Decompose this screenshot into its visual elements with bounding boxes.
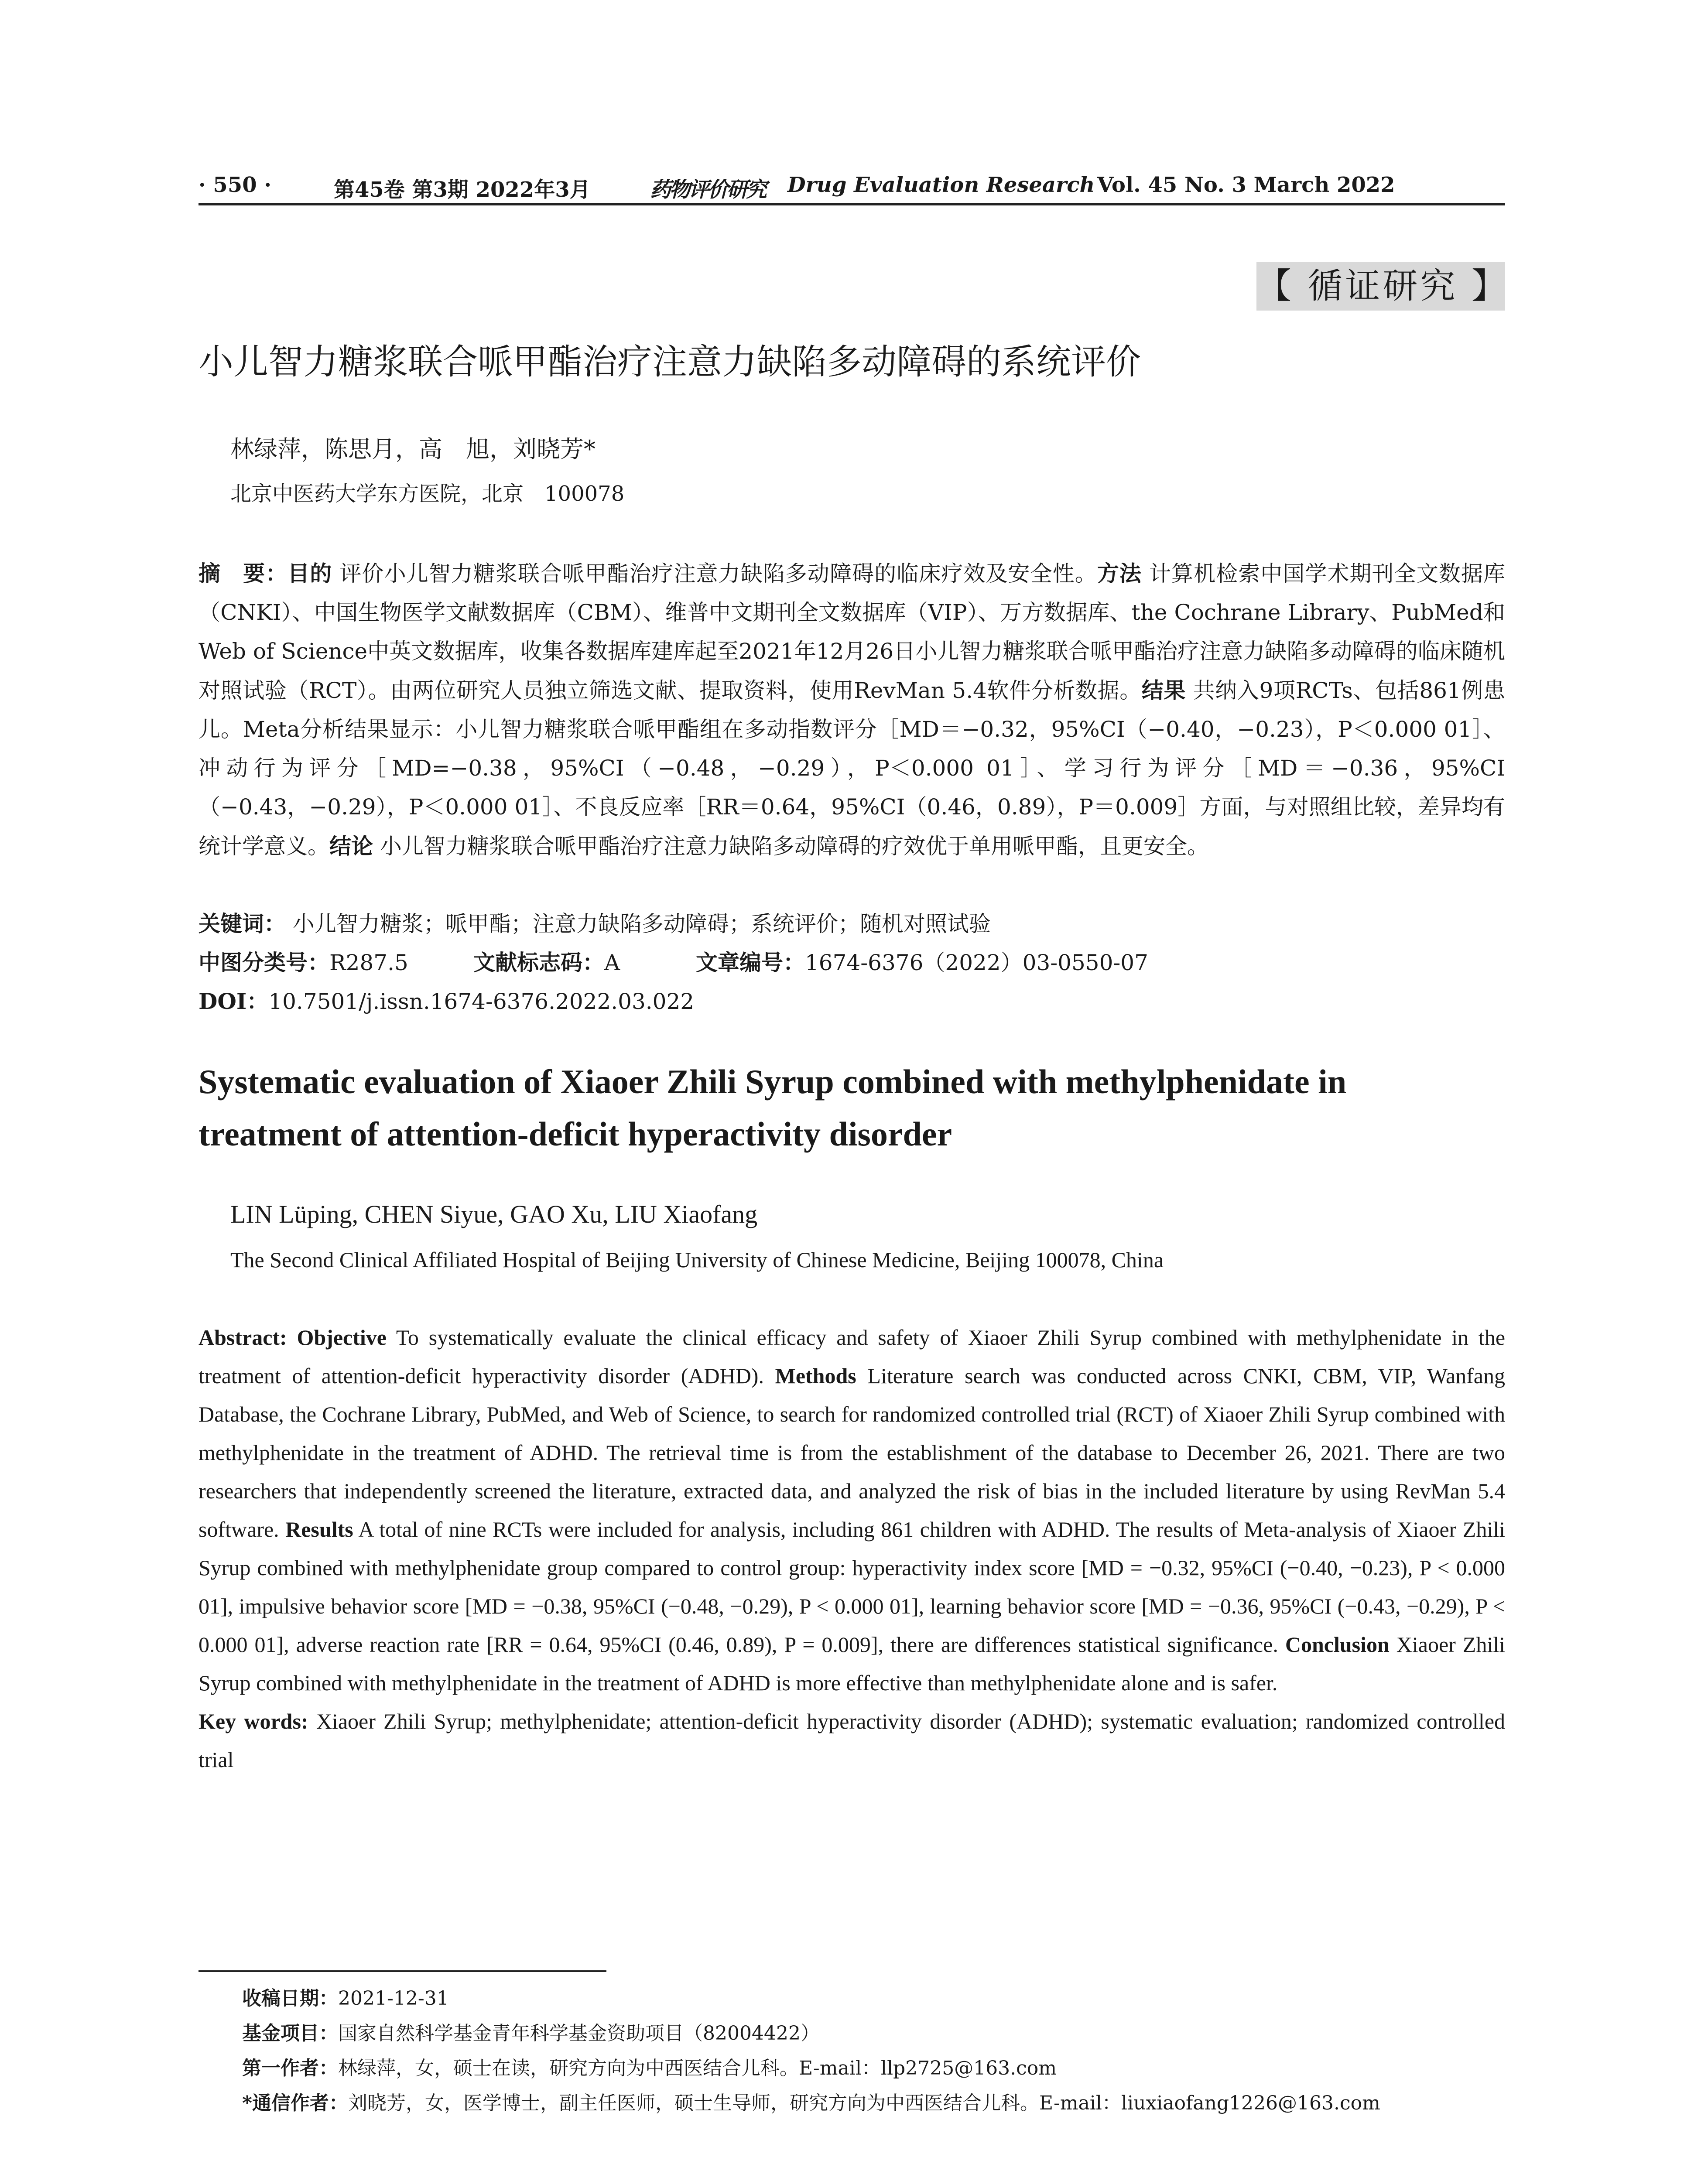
fund-value: 国家自然科学基金青年科学基金资助项目（82004422） <box>338 2022 820 2044</box>
footnote-corresponding <box>242 2086 1505 2121</box>
conclusion-text-en: Xiaoer Zhili Syrup combined with methylphenidate in the treatment of ADHD is more effective than methylphenidate alone and is safer. <box>199 1632 1505 1695</box>
running-header <box>199 167 1505 202</box>
clc-value: R287.5 <box>329 950 408 975</box>
results-text-en: A total of nine RCTs were included for analysis, including 861 children with ADHD. The results of Meta-analysis of Xiaoer Zhili Syrup combined with methylphenidate group compared to control group: hyperactivity index score [MD = −0.32, 95%CI (−0.40, −0.23), P < 0.000 01], impulsive behavior score [MD = −0.38, 95%CI (−0.48, −0.29), P < 0.000 01], learning behavior score [MD = −0.36, 95%CI (−0.43, −0.29), P < 0.000 01], adverse reaction rate [RR = 0.64, 95%CI (0.46, 0.89), P = 0.009], there are differences statistical significance. <box>199 1517 1505 1657</box>
abstract-en <box>199 1318 1505 1779</box>
doc-code-value: A <box>604 950 620 975</box>
results-label-cn: 结果 <box>1141 677 1186 703</box>
article-no-value: 1674-6376（2022）03-0550-07 <box>805 950 1148 975</box>
methods-label-cn: 方法 <box>1097 561 1142 586</box>
title-en-line1: Systematic evaluation of Xiaoer Zhili Syrup combined with methylphenidate in <box>199 1063 1347 1101</box>
affiliation-en: The Second Clinical Affiliated Hospital of Beijing University of Chinese Medicine, Beijing 100078, China <box>230 1248 1164 1272</box>
doi-row <box>199 982 1505 1021</box>
objective-text-en: To systematically evaluate the clinical efficacy and safety of Xiaoer Zhili Syrup combined with methylphenidate in the treatment of attention-deficit hyperactivity disorder (ADHD). <box>199 1325 1506 1388</box>
corresponding-label: *通信作者： <box>242 2092 349 2114</box>
objective-label-cn: 目的 <box>288 561 332 586</box>
methods-text-en: Literature search was conducted across CNKI, CBM, VIP, Wanfang Database, the Cochrane Library, PubMed, and Web of Science, to search for randomized controlled trial (RCT) of Xiaoer Zhili Syrup combined with methylphenidate in the treatment of ADHD. The retrieval time is from the establishment of the database to December 26, 2021. There are two researchers that independently screened the literature, extracted data, and analyzed the risk of bias in the included literature by using RevMan 5.4 software. <box>199 1364 1505 1542</box>
footnote-rule <box>199 1970 606 1972</box>
footnote-received <box>242 1981 1505 2016</box>
header-rule <box>199 203 1505 205</box>
doc-code-label: 文献标志码： <box>473 950 604 975</box>
section-tag: 【 循证研究 】 <box>1256 262 1505 311</box>
abstract-label-cn: 摘 要： <box>199 561 288 586</box>
article-no-label: 文章编号： <box>696 950 805 975</box>
keywords-cn <box>199 904 1505 944</box>
footnotes <box>242 1981 1505 2121</box>
footnote-first-author <box>242 2051 1505 2086</box>
page-number: · 550 · <box>199 173 272 197</box>
received-label: 收稿日期： <box>242 1987 338 2010</box>
corresponding-value: 刘晓芳，女，医学博士，副主任医师，硕士生导师，研究方向为中西医结合儿科。E-mail：liuxiaofang1226@163.com <box>348 2092 1380 2114</box>
conclusion-text-cn: 小儿智力糖浆联合哌甲酯治疗注意力缺陷多动障碍的疗效优于单用哌甲酯，且更安全。 <box>380 834 1209 859</box>
issue-en: Vol. 45 No. 3 March 2022 <box>1097 173 1395 197</box>
keywords-label-cn: 关键词： <box>199 911 286 937</box>
doi-label: DOI： <box>199 988 269 1014</box>
keywords-text-en: Xiaoer Zhili Syrup; methylphenidate; attention-deficit hyperactivity disorder (ADHD); systematic evaluation; randomized controlled trial <box>199 1709 1506 1772</box>
first-author-label: 第一作者： <box>242 2057 338 2079</box>
authors-cn: 林绿萍，陈思月，高 旭，刘晓芳* <box>230 435 596 463</box>
received-value: 2021-12-31 <box>338 1987 449 2010</box>
objective-label-en: Objective <box>297 1325 387 1350</box>
page-title-en <box>199 1056 1505 1160</box>
abstract-cn <box>199 554 1505 866</box>
results-text-cn: 共纳入9项RCTs、包括861例患儿。Meta分析结果显示：小儿智力糖浆联合哌甲酯组在多动指数评分［MD＝−0.32，95%CI（−0.40，−0.23），P＜0.000 01］、冲动行为评分［MD=−0.38，95%CI（−0.48，−0.29），P＜0.000 01］、学习行为评分［MD＝−0.36，95%CI（−0.43，−0.29），P＜0.000 01］、不良反应率［RR＝0.64，95%CI（0.46，0.89），P＝0.009］方面，与对照组比较，差异均有统计学意义。 <box>199 678 1505 859</box>
journal-name-en: Drug Evaluation Research <box>787 173 1095 197</box>
clc-label: 中图分类号： <box>199 950 329 975</box>
conclusion-label-en: Conclusion <box>1285 1632 1390 1657</box>
title-en-line2: treatment of attention-deficit hyperactivity disorder <box>199 1115 952 1153</box>
first-author-value: 林绿萍，女，硕士在读，研究方向为中西医结合儿科。E-mail：llp2725@163.com <box>338 2057 1057 2079</box>
page-title-cn: 小儿智力糖浆联合哌甲酯治疗注意力缺陷多动障碍的系统评价 <box>199 342 1141 382</box>
affiliation-cn: 北京中医药大学东方医院，北京 100078 <box>230 482 625 506</box>
footnote-fund <box>242 2016 1505 2051</box>
results-label-en: Results <box>285 1517 353 1542</box>
keywords-text-cn: 小儿智力糖浆；哌甲酯；注意力缺陷多动障碍；系统评价；随机对照试验 <box>292 911 991 937</box>
methods-label-en: Methods <box>775 1364 856 1388</box>
journal-logo: 药物评价研究 <box>650 178 766 202</box>
methods-text-cn: 计算机检索中国学术期刊全文数据库（CNKI）、中国生物医学文献数据库（CBM）、维普中文期刊全文数据库（VIP）、万方数据库、the Cochrane Library、PubMed和Web of Science中英文数据库，收集各数据库建库起至2021年12月26日小儿智力糖浆联合哌甲酯治疗注意力缺陷多动障碍的临床随机对照试验（RCT）。由两位研究人员独立筛选文献、提取资料，使用RevMan 5.4软件分析数据。 <box>199 561 1506 703</box>
doi-value: 10.7501/j.issn.1674-6376.2022.03.022 <box>268 989 695 1014</box>
classification-row <box>199 943 1505 982</box>
abstract-label-en: Abstract: <box>199 1325 287 1350</box>
issue-cn: 第45卷 第3期 2022年3月 <box>334 178 591 202</box>
keywords-label-en: Key words: <box>199 1709 308 1733</box>
objective-text-cn: 评价小儿智力糖浆联合哌甲酯治疗注意力缺陷多动障碍的临床疗效及安全性。 <box>339 561 1097 586</box>
authors-en: LIN Lüping, CHEN Siyue, GAO Xu, LIU Xiaofang <box>230 1200 758 1228</box>
conclusion-label-cn: 结论 <box>329 833 373 859</box>
fund-label: 基金项目： <box>242 2022 338 2044</box>
